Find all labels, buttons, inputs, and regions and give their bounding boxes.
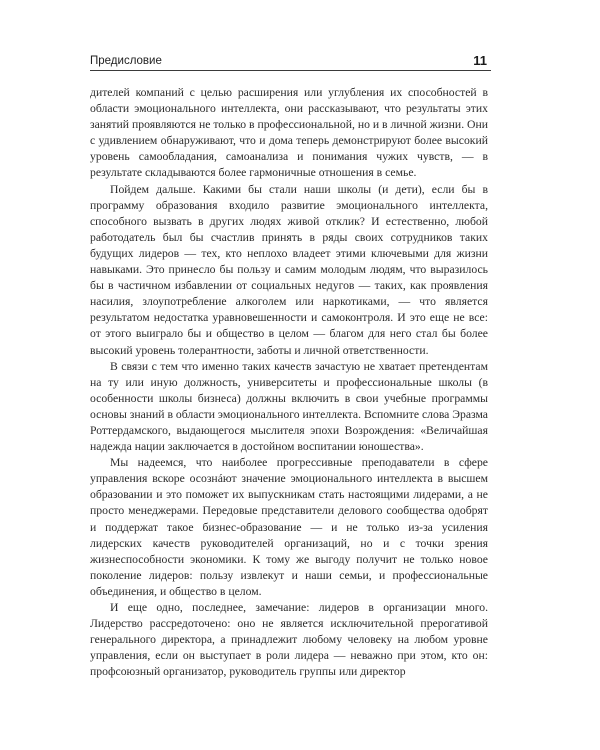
paragraph: Пойдем дальше. Какими бы стали наши школы (и дети), если бы в программу образования входило развитие эмоционального интеллекта, способного вызвать в других людях живой отклик? И естественно, любой работодатель был бы счастлив принять в ряды своих сотрудников таких будущих лидеров — тех, кто неплохо владеет этими ключевыми для жизни навыками. Это принесло бы пользу и самим молодым людям, что выразилось бы в частичном избавлении от социальных недугов — таких, как проявления насилия, злоупотребление алкоголем или наркотиками, — что является результатом недостатка уравновешенности и самоконтроля. И это еще не все: от этого выиграло бы и общество в целом — благом для него стал бы более высокий уровень толерантности, заботы и личной ответственности.: [90, 182, 488, 357]
paragraph-continued: дителей компаний с целью расширения или углубления их способностей в области эмоционального интеллекта, они рассказывают, что результаты этих занятий проявляются не только в профессиональной, но и в личной жизни. Они с удивлением обнаруживают, что и дома теперь демонстрируют более высокий уровень самообладания, самоанализа и понимания чужих чувств, — в результате складываются более гармоничные отношения в семье.: [90, 86, 488, 180]
running-header: [90, 48, 491, 71]
paragraph: Мы надеемся, что наиболее прогрессивные преподаватели в сфере управления вскоре осознáют значение эмоционального интеллекта в высшем образовании и это поможет их выпускникам стать настоящими лидерами, а не просто менеджерами. Передовые представители делового сообщества одобрят и поддержат такое бизнес-образование — и не только из-за усиления лидерских качеств руководителей организаций, но и с точки зрения жизнеспособности экономики. К тому же выгоду получит не только новое поколение лидеров: пользу извлекут и наши семьи, и профессиональные объединения, и общество в целом.: [90, 456, 488, 598]
page-number: 11: [473, 53, 487, 68]
paragraph: В связи с тем что именно таких качеств зачастую не хватает претендентам на ту или иную должность, университеты и профессиональные школы (в особенности школы бизнеса) должны включить в свои учебные программы основы знаний в области эмоционального интеллекта. Вспомните слова Эразма Роттердамского, выдающегося мыслителя эпохи Возрождения: «Величайшая надежда нации заключается в достойном воспитании юношества».: [90, 359, 488, 454]
section-title: Предисловие: [90, 55, 162, 67]
body-text: [90, 85, 488, 680]
paragraph: И еще одно, последнее, замечание: лидеров в организации много. Лидерство рассредоточено: оно не является исключительной прерогативой генерального директора, а принадлежит любому человеку на любом уровне управления, если он выступает в роли лидера — неважно при этом, кто он: профсоюзный организатор, руководитель группы или директор: [90, 601, 488, 679]
